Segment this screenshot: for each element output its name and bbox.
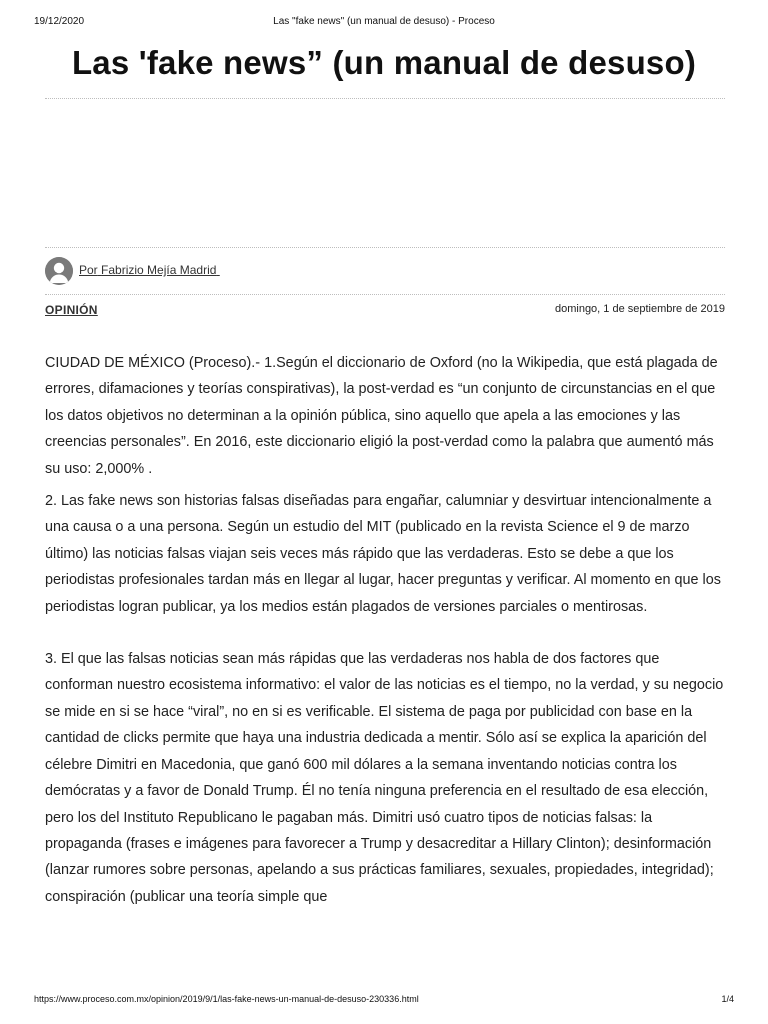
print-date: 19/12/2020 [34,16,85,27]
page-number: 1/4 [721,994,734,1004]
paragraph: 2. Las fake news son historias falsas diseñadas para engañar, calumniar y desvirtuar intencionalmente a una causa o a una persona. Según un estudio del MIT (publicado en la revista Science el 9 de marzo último) las noticias falsas viajan seis veces más rápido que las verdaderas. Esto se debe a que los periodistas profesionales tardan más en llegar al lugar, hacer preguntas y verificar. Al momento en que los periodistas logran publicar, ya los medios están plagados de versiones parciales o mentirosas. [45,493,721,615]
paragraph: CIUDAD DE MÉXICO (Proceso).- 1.Según el diccionario de Oxford (no la Wikipedia, que está plagada de errores, difamaciones y teorías conspirativas), la post-verdad es “un conjunto de circunstancias en el que los datos objetivos no determinan a la opinión pública, sino aquello que apela a las emociones y las creencias personales”. En 2016, este diccionario eligió la post-verdad como la palabra que aumentó más su uso: 2,000% . [45,355,718,477]
divider [45,247,725,248]
publish-date: domingo, 1 de septiembre de 2019 [554,303,725,315]
author-prefix: Por [79,263,98,277]
divider [45,98,725,99]
user-silhouette-icon [45,257,73,285]
divider [45,294,725,295]
print-footer [34,994,734,1006]
print-document-title: Las "fake news" (un manual de desuso) - Proceso [273,16,495,27]
author-name: Fabrizio Mejía Madrid [101,263,217,277]
article-body [45,350,725,916]
ad-placeholder [45,100,725,246]
avatar[interactable] [45,257,73,285]
page-url: https://www.proceso.com.mx/opinion/2019/9/1/las-fake-news-un-manual-de-desuso-230336.html [34,994,419,1004]
author-link[interactable] [79,263,220,277]
paragraph: 3. El que las falsas noticias sean más rápidas que las verdaderas nos habla de dos factores que conforman nuestro ecosistema informativo: el valor de las noticias es el tiempo, no la verdad, y su negocio se mide en si se hace “viral”, no en si es verificable. El sistema de paga por publicidad con base en la cantidad de clicks permite que haya una industria dedicada a mentir. Sólo así se explica la aparición del célebre Dimitri en Macedonia, que ganó 600 mil dólares a la semana inventando noticias contra los demócratas y a favor de Donald Trump. Él no tenía ninguna preferencia en el resultado de esa elección, pero los del Instituto Republicano le pagaban más. Dimitri usó cuatro tipos de noticias falsas: la propaganda (frases e imágenes para favorecer a Trump y desacreditar a Hillary Clinton); desinformación (lanzar rumores sobre personas, apelando a sus prácticas familiares, sexuales, propiedades, integridad); conspiración (publicar una teoría simple que [45,651,724,905]
print-header [34,16,734,30]
article-title: Las 'fake news” (un manual de desuso) [71,44,697,81]
category-link[interactable]: OPINIÓN [45,303,98,317]
